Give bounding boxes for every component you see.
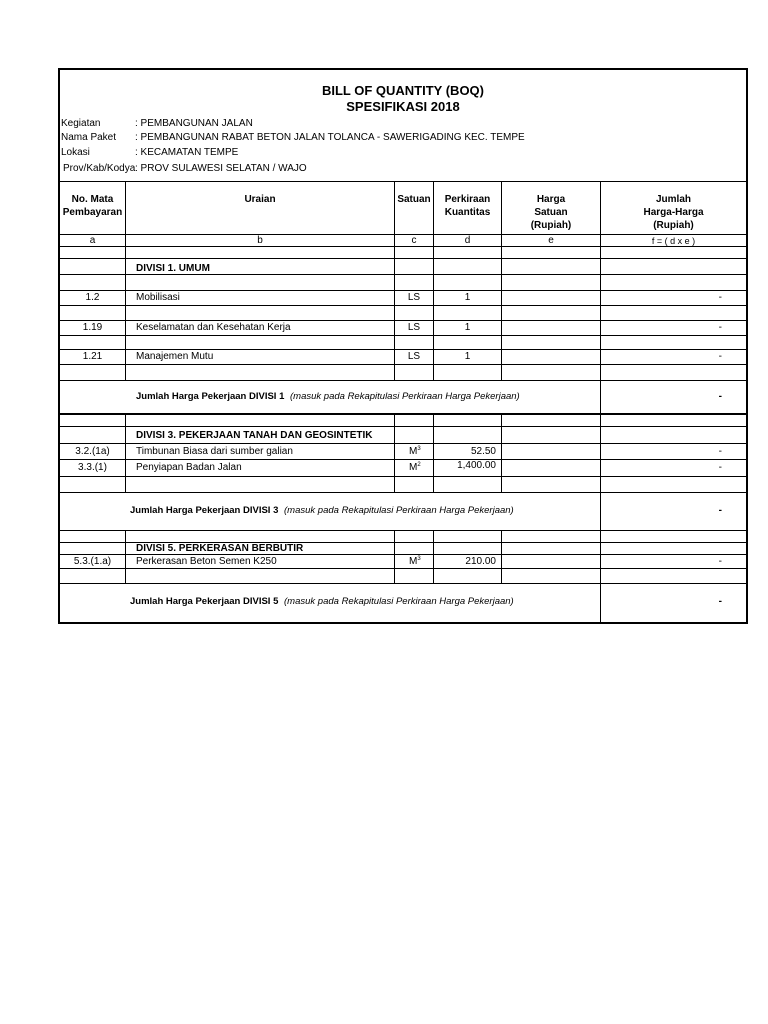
item-satuan: $M^2$	[409, 462, 421, 473]
total-label-divisi5	[130, 596, 514, 608]
col-letter-d: d	[464, 235, 471, 246]
row-line	[58, 320, 748, 321]
field-label-lokasi: Lokasi	[61, 147, 90, 158]
total-note: (masuk pada Rekapitulasi Perkiraan Harga Pekerjaan)	[284, 505, 514, 516]
row-line	[58, 476, 748, 477]
col-header-jumlah-line2: Harga-Harga	[643, 207, 704, 218]
row-line	[58, 335, 748, 336]
item-uraian: Keselamatan dan Kesehatan Kerja	[136, 322, 291, 333]
col-header-kuantitas-line1: Perkiraan	[444, 194, 491, 205]
row-line	[58, 290, 748, 291]
row-line	[58, 554, 748, 555]
total-label-divisi1	[136, 391, 520, 403]
total-value-divisi3: -	[718, 505, 722, 516]
col-letter-b: b	[257, 235, 263, 246]
col-line-1	[125, 181, 126, 381]
item-uraian: Perkerasan Beton Semen K250	[136, 556, 277, 567]
document-subtitle: SPESIFIKASI 2018	[346, 99, 460, 114]
total-label: Jumlah Harga Pekerjaan DIVISI 1	[136, 391, 285, 402]
total-label: Jumlah Harga Pekerjaan DIVISI 3	[130, 505, 279, 516]
col-header-satuan: Satuan	[397, 194, 431, 205]
item-kuantitas: 1,400.00	[457, 460, 496, 471]
row-line	[58, 426, 748, 427]
col-header-harga-line1: Harga	[536, 194, 566, 205]
row-line	[58, 459, 748, 460]
item-uraian: Manajemen Mutu	[136, 351, 214, 362]
item-no: 5.3.(1.a)	[73, 556, 112, 567]
row-line	[58, 542, 748, 543]
total-label: Jumlah Harga Pekerjaan DIVISI 5	[130, 596, 279, 607]
row-line	[58, 443, 748, 444]
total-note: (masuk pada Rekapitulasi Perkiraan Harga Pekerjaan)	[290, 391, 520, 402]
row-line	[58, 380, 748, 381]
item-jumlah: -	[718, 322, 722, 333]
item-kuantitas: 210.00	[465, 556, 496, 567]
total-value-divisi1: -	[718, 391, 722, 402]
row-line	[58, 258, 748, 259]
item-no: 1.21	[82, 351, 103, 362]
item-satuan: $M^3$	[409, 556, 421, 567]
col-header-harga-line2: Satuan	[534, 207, 568, 218]
item-uraian: Timbunan Biasa dari sumber galian	[136, 446, 293, 457]
col-header-harga-line3: (Rupiah)	[530, 220, 572, 231]
border-right	[746, 68, 748, 624]
document-title: BILL OF QUANTITY (BOQ)	[321, 83, 484, 98]
item-satuan: $M^3$	[409, 446, 421, 457]
section-title-divisi3: DIVISI 3. PEKERJAAN TANAH DAN GEOSINTETIK	[136, 430, 373, 441]
item-satuan: LS	[407, 351, 421, 362]
row-line	[58, 568, 748, 569]
item-jumlah: -	[718, 292, 722, 303]
col-line-2c	[394, 531, 395, 584]
item-kuantitas: 1	[464, 322, 471, 333]
item-jumlah: -	[718, 556, 722, 567]
item-no: 1.2	[85, 292, 100, 303]
row-line	[58, 530, 748, 531]
col-header-jumlah-line1: Jumlah	[655, 194, 691, 205]
item-uraian: Mobilisasi	[136, 292, 180, 303]
border-top	[58, 68, 748, 70]
col-header-no-line1: No. Mata	[71, 194, 114, 205]
item-no: 3.2.(1a)	[75, 446, 110, 457]
row-line	[58, 305, 748, 306]
item-satuan: LS	[407, 292, 421, 303]
row-line	[58, 349, 748, 350]
total-label-divisi3	[130, 505, 514, 517]
section-title-divisi5: DIVISI 5. PERKERASAN BERBUTIR	[136, 544, 304, 551]
field-label-nama-paket: Nama Paket	[61, 132, 117, 143]
col-header-jumlah-line3: (Rupiah)	[653, 220, 694, 231]
item-kuantitas: 52.50	[470, 446, 496, 457]
total-note: (masuk pada Rekapitulasi Perkiraan Harga Pekerjaan)	[284, 596, 514, 607]
row-line	[58, 583, 748, 584]
section-title-divisi1: DIVISI 1. UMUM	[136, 263, 210, 274]
item-no: 3.3.(1)	[78, 462, 107, 473]
col-letter-a: a	[89, 235, 96, 246]
col-line-1c	[125, 531, 126, 584]
col-header-kuantitas-line2: Kuantitas	[444, 207, 491, 218]
header-bottom-rule	[58, 181, 748, 182]
col-header-uraian: Uraian	[244, 194, 276, 205]
item-jumlah: -	[718, 446, 722, 457]
field-label-kegiatan: Kegiatan	[61, 118, 101, 129]
item-no: 1.19	[82, 322, 103, 333]
border-bottom	[58, 622, 748, 624]
field-label-prov: Prov/Kab/Kodya	[63, 163, 136, 174]
row-line	[58, 492, 748, 493]
item-satuan: LS	[407, 322, 421, 333]
row-line-thick	[58, 413, 748, 415]
field-value-prov: : PROV SULAWESI SELATAN / WAJO	[135, 163, 307, 174]
col-letter-e: e	[548, 235, 554, 246]
boq-sheet	[58, 68, 748, 624]
field-value-nama-paket: : PEMBANGUNAN RABAT BETON JALAN TOLANCA - SAWERIGADING KEC. TEMPE	[135, 132, 525, 143]
field-value-lokasi: : KECAMATAN TEMPE	[135, 147, 239, 158]
item-jumlah: -	[718, 351, 722, 362]
total-value-divisi5: -	[718, 596, 722, 607]
item-kuantitas: 1	[464, 351, 471, 362]
col-letter-c: c	[411, 235, 417, 246]
border-left	[58, 68, 60, 624]
row-line	[58, 364, 748, 365]
col-header-no-line2: Pembayaran	[62, 207, 123, 218]
field-value-kegiatan: : PEMBANGUNAN JALAN	[135, 118, 253, 129]
item-uraian: Penyiapan Badan Jalan	[136, 462, 242, 473]
col-letter-f: f = ( d x e )	[651, 236, 696, 246]
item-jumlah: -	[718, 462, 722, 473]
col-line-4c	[501, 531, 502, 584]
item-kuantitas: 1	[464, 292, 471, 303]
